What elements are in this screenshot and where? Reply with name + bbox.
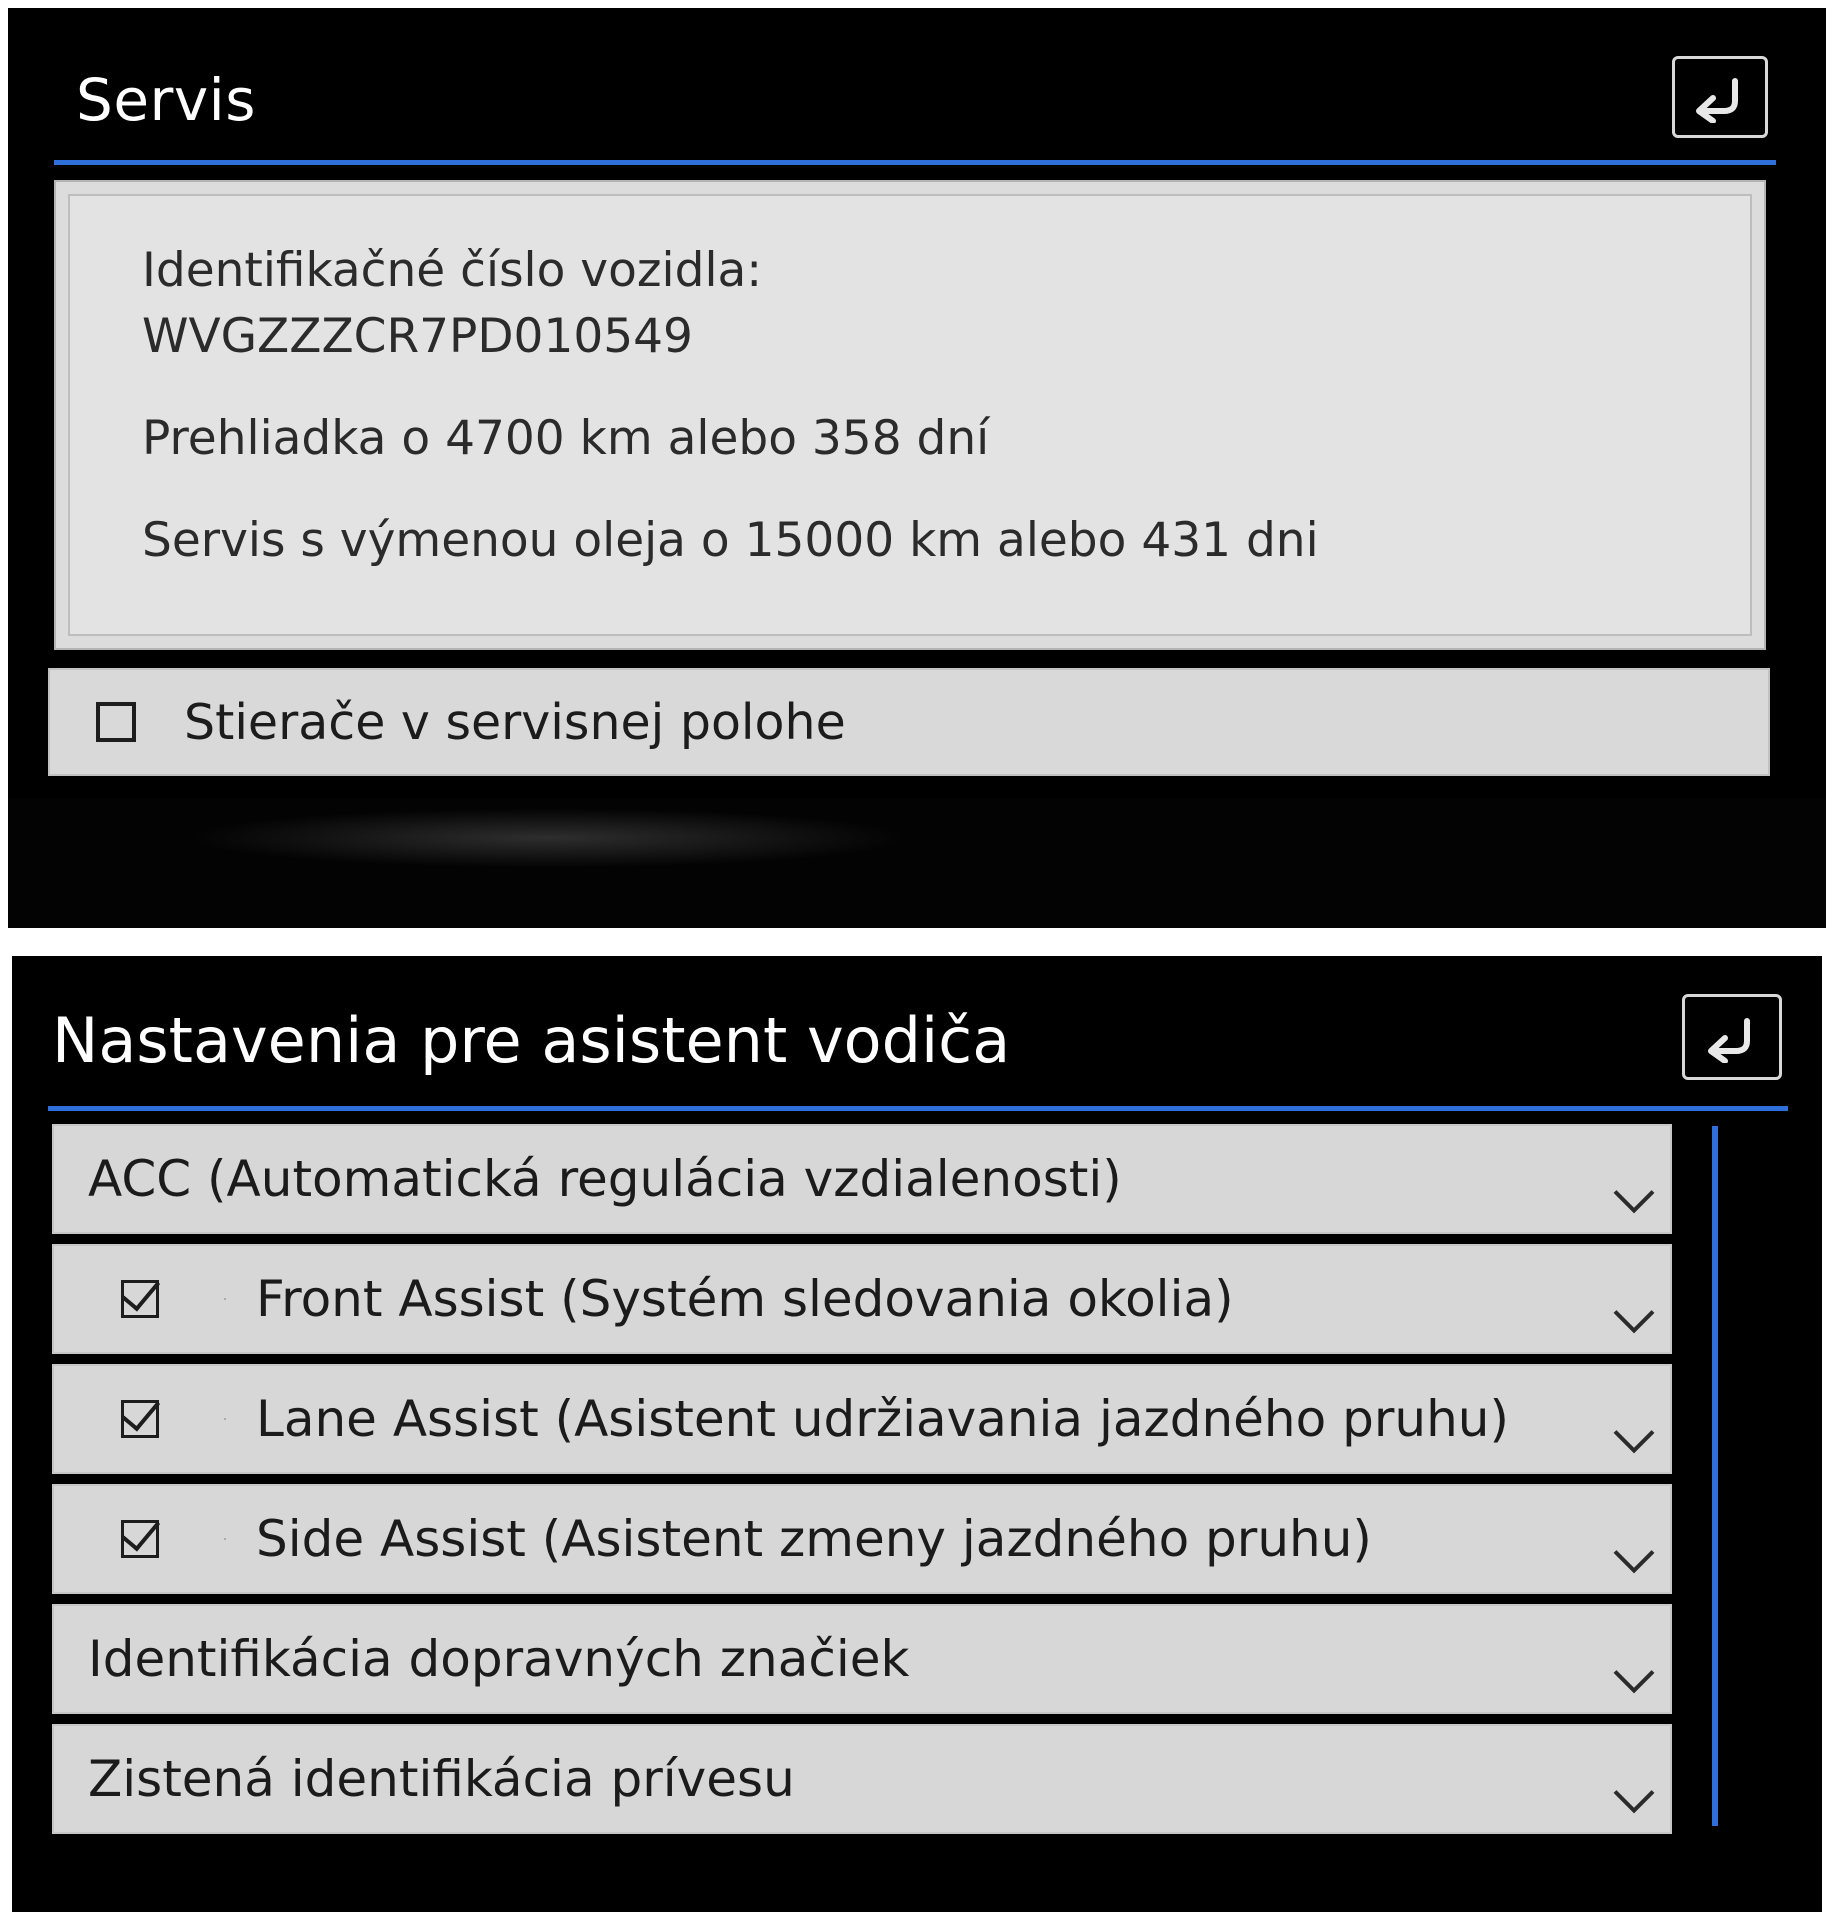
chevron-down-icon[interactable]	[1592, 1530, 1634, 1549]
screen-dark-area-bottom	[12, 1856, 1822, 1912]
service-header	[8, 8, 1826, 158]
list-item-front-assist[interactable]	[52, 1244, 1672, 1354]
list-item-label: Side Assist (Asistent zmeny jazdného pruhu)	[256, 1510, 1372, 1568]
chevron-down-icon[interactable]	[1592, 1650, 1634, 1669]
list-item-label: Identifikácia dopravných značiek	[88, 1630, 910, 1688]
back-arrow-icon	[1691, 71, 1749, 123]
list-item-lane-assist[interactable]	[52, 1364, 1672, 1474]
checkbox-checked-icon[interactable]	[121, 1520, 159, 1558]
vin-value: WVGZZZCR7PD010549	[142, 309, 693, 364]
chevron-down-icon[interactable]	[1592, 1170, 1634, 1189]
screens-separator	[0, 928, 1834, 956]
side-assist-checkbox-cell[interactable]	[54, 1520, 226, 1558]
header-divider-driver-assist	[48, 1106, 1788, 1111]
list-item-side-assist[interactable]	[52, 1484, 1672, 1594]
wiper-service-position-label: Stierače v servisnej polohe	[184, 693, 846, 751]
vin-label: Identifikačné číslo vozidla:	[142, 243, 763, 298]
scrollbar[interactable]	[1712, 1126, 1718, 1826]
page-title: Servis	[76, 66, 257, 134]
service-info-panel	[54, 180, 1766, 650]
driver-assist-screen	[12, 956, 1822, 1912]
spacer	[142, 472, 1750, 508]
checkbox-checked-icon[interactable]	[121, 1280, 159, 1318]
list-item-traffic-sign-recognition[interactable]	[52, 1604, 1672, 1714]
front-assist-checkbox-cell[interactable]	[54, 1280, 226, 1318]
inspection-info: Prehliadka o 4700 km alebo 358 dní	[142, 411, 990, 466]
list-item-label: Lane Assist (Asistent udržiavania jazdného pruhu)	[256, 1390, 1509, 1448]
wiper-service-position-row[interactable]	[48, 668, 1770, 776]
list-item-label: ACC (Automatická regulácia vzdialenosti)	[88, 1150, 1122, 1208]
list-item-label: Front Assist (Systém sledovania okolia)	[256, 1270, 1234, 1328]
chevron-down-icon[interactable]	[1592, 1290, 1634, 1309]
screen-reflection	[188, 808, 908, 868]
oil-service-info: Servis s výmenou oleja o 15000 km alebo 431 dni	[142, 513, 1319, 568]
checkbox-checked-icon[interactable]	[121, 1400, 159, 1438]
back-button-driver-assist[interactable]	[1682, 994, 1782, 1080]
list-item-acc[interactable]	[52, 1124, 1672, 1234]
chevron-down-icon[interactable]	[1592, 1410, 1634, 1429]
list-item-trailer-detection[interactable]	[52, 1724, 1672, 1834]
back-arrow-icon	[1703, 1011, 1761, 1063]
service-screen	[8, 8, 1826, 928]
list-item-label: Zistená identifikácia prívesu	[88, 1750, 795, 1808]
back-button[interactable]	[1672, 56, 1768, 138]
lane-assist-checkbox-cell[interactable]	[54, 1400, 226, 1438]
header-divider	[54, 160, 1776, 165]
chevron-down-icon[interactable]	[1592, 1770, 1634, 1789]
scrollbar-thumb[interactable]	[1712, 1126, 1718, 1826]
driver-assist-list	[52, 1124, 1672, 1844]
checkbox-unchecked-icon[interactable]	[96, 702, 136, 742]
spacer	[142, 370, 1750, 406]
page-title-driver-assist: Nastavenia pre asistent vodiča	[52, 1004, 1011, 1077]
